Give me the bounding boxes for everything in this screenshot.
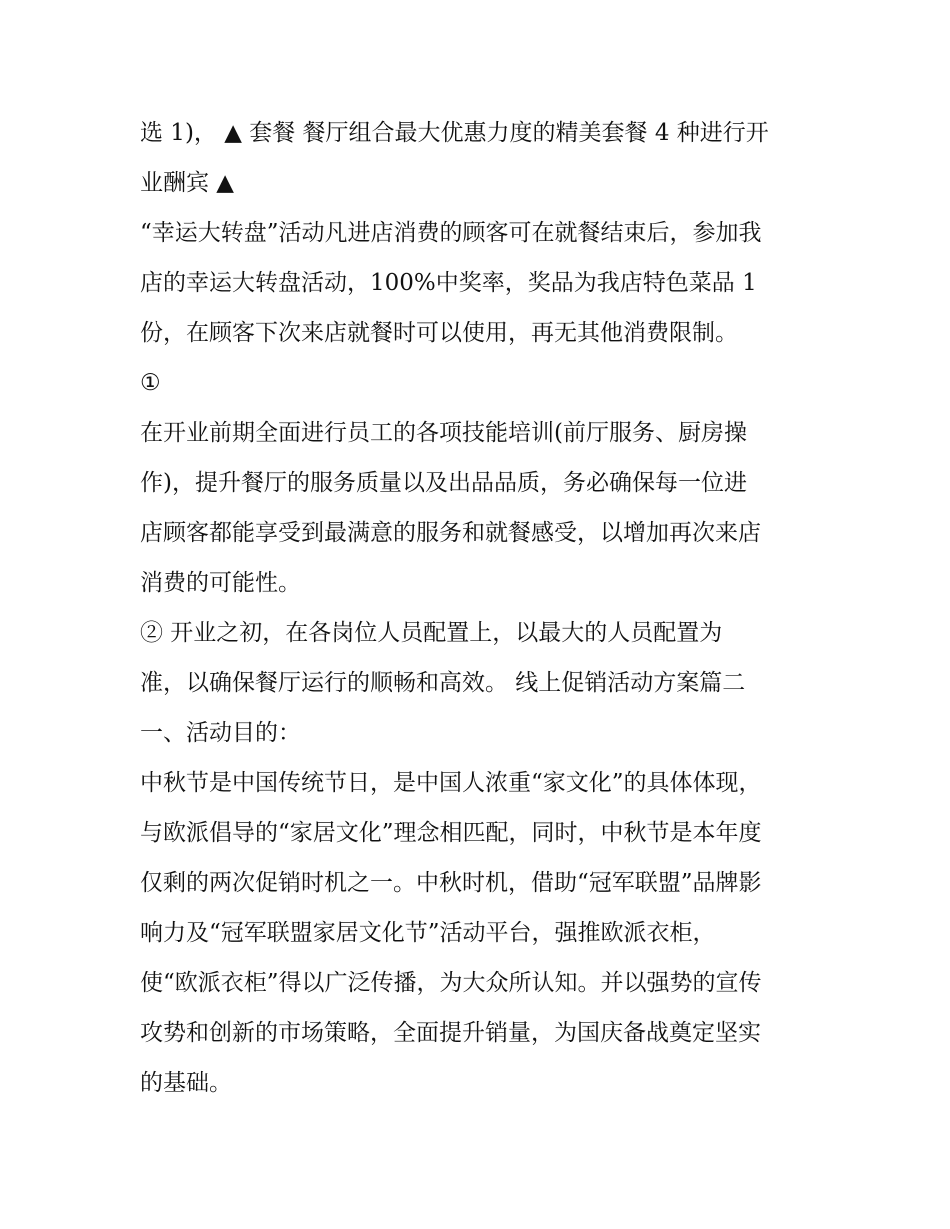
text-line: 份，在顾客下次来店就餐时可以使用，再无其他消费限制。 <box>140 320 738 346</box>
section-heading: 一、活动目的： <box>140 720 301 746</box>
text-line: 选 1)， ▲ 套餐 餐厅组合最大优惠力度的精美套餐 4 种进行开 <box>140 120 769 146</box>
text-line: 的基础。 <box>140 1070 232 1096</box>
text-line: 准，以确保餐厅运行的顺畅和高效。 线上促销活动方案篇二 <box>140 670 746 696</box>
text-line: 作)，提升餐厅的服务质量以及出品品质，务必确保每一位进 <box>140 470 747 496</box>
text-line: 使“欧派衣柜”得以广泛传播，为大众所认知。并以强势的宣传 <box>140 970 762 996</box>
text-line: 仅剩的两次促销时机之一。中秋时机，借助“冠军联盟”品牌影 <box>140 870 762 896</box>
text-line: 消费的可能性。 <box>140 570 301 596</box>
text-line: ② 开业之初，在各岗位人员配置上，以最大的人员配置为 <box>140 620 723 646</box>
text-line: 响力及“冠军联盟家居文化节”活动平台，强推欧派衣柜， <box>140 920 716 946</box>
text-line: 在开业前期全面进行员工的各项技能培训(前厅服务、厨房操 <box>140 420 747 446</box>
text-line: 与欧派倡导的“家居文化”理念相匹配，同时，中秋节是本年度 <box>140 820 762 846</box>
document-body <box>140 108 840 1108</box>
text-line: “幸运大转盘”活动凡进店消费的顾客可在就餐结束后，参加我 <box>140 220 762 246</box>
text-line: 业酬宾 ▲ <box>140 170 234 196</box>
text-line: 攻势和创新的市场策略，全面提升销量，为国庆备战奠定坚实 <box>140 1020 761 1046</box>
text-line: 店的幸运大转盘活动，100%中奖率，奖品为我店特色菜品 1 <box>140 270 757 296</box>
text-line: ① <box>140 370 161 396</box>
text-line: 店顾客都能享受到最满意的服务和就餐感受，以增加再次来店 <box>140 520 761 546</box>
text-line: 中秋节是中国传统节日，是中国人浓重“家文化”的具体体现， <box>140 770 762 796</box>
